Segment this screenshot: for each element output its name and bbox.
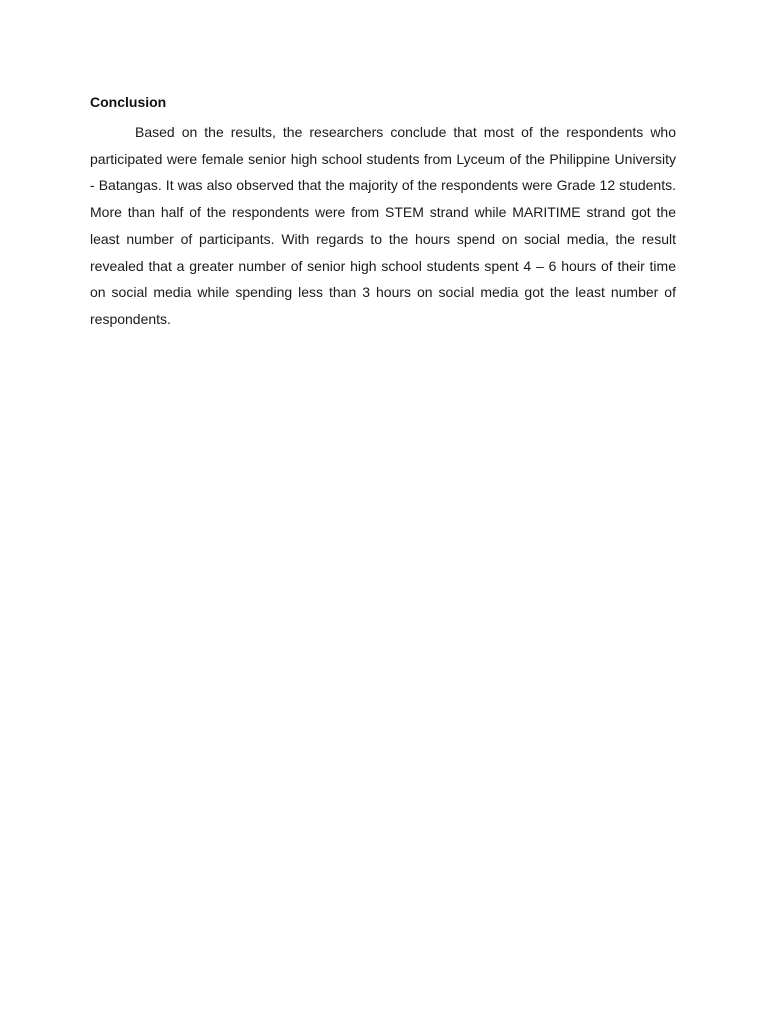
conclusion-paragraph: Based on the results, the researchers conclude that most of the respondents who participated were female senior high school students from Lyceum of the Philippine University - Batangas. It was also observed that the majority of the respondents were Grade 12 students. More than half of the respondents were from STEM strand while MARITIME strand got the least number of participants. With regards to the hours spend on social media, the result revealed that a greater number of senior high school students spent 4 – 6 hours of their time on social media while spending less than 3 hours on social media got the least number of respondents. bbox=[90, 124, 676, 327]
document-body bbox=[90, 92, 676, 333]
section-heading: Conclusion bbox=[90, 94, 167, 110]
